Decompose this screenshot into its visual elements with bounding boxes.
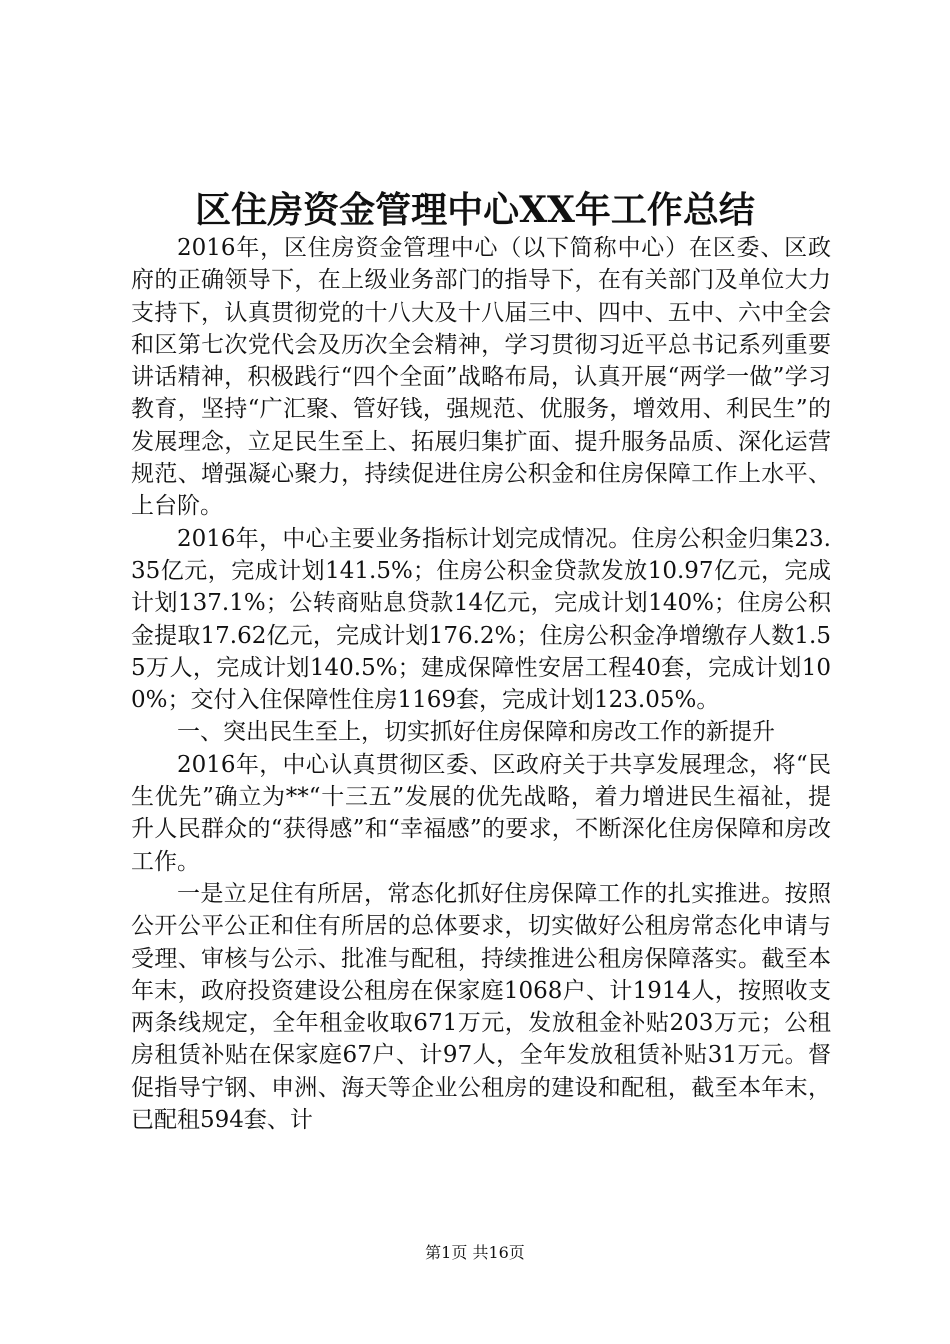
section-heading-1: 一、突出民生至上，切实抓好住房保障和房改工作的新提升 xyxy=(177,719,775,746)
paragraph-housing-security: 一是立足住有所居，常态化抓好住房保障工作的扎实推进。按照公开公平公正和住有所居的总体要求，切实做好公租房常态化申请与受理、审核与公示、批准与配租，持续推进公租房保障落实。截至本年末，政府投资建设公租房在保家庭1068户、计1914人，按照收支两条线规定，全年租金收取671万元，发放租金补贴203万元；公租房租赁补贴在保家庭67户、计97人，全年发放租赁补贴31万元。督促指导宁钢、申洲、海天等企业公租房的建设和配租，截至本年末，已配租594套、计 xyxy=(131,880,831,1134)
document-title: 区住房资金管理中心XX年工作总结 xyxy=(195,189,755,231)
paragraph-indicators: 2016年，中心主要业务指标计划完成情况。住房公积金归集23.35亿元，完成计划141.5%；住房公积金贷款发放10.97亿元，完成计划137.1%；公转商贴息贷款14亿元，完成计划140%；住房公积金提取17.62亿元，完成计划176.2%；住房公积金净增缴存人数1.55万人，完成计划140.5%；建成保障性安居工程40套，完成计划100%；交付入住保障性住房1169套，完成计划123.05%。 xyxy=(131,525,831,714)
paragraph-intro: 2016年，区住房资金管理中心（以下简称中心）在区委、区政府的正确领导下，在上级业务部门的指导下，在有关部门及单位大力支持下，认真贯彻党的十八大及十八届三中、四中、五中、六中全会和区第七次党代会及历次全会精神，学习贯彻习近平总书记系列重要讲话精神，积极践行“四个全面”战略布局，认真开展“两学一做”学习教育，坚持“广汇聚、管好钱，强规范、优服务，增效用、利民生”的发展理念，立足民生至上、拓展归集扩面、提升服务品质、深化运营规范、增强凝心聚力，持续促进住房公积金和住房保障工作上水平、上台阶。 xyxy=(131,235,831,520)
document-body xyxy=(131,232,831,1136)
paragraph-section-1-intro: 2016年，中心认真贯彻区委、区政府关于共享发展理念，将“民生优先”确立为**“十三五”发展的优先战略，着力增进民生福祉，提升人民群众的“获得感”和“幸福感”的要求，不断深化住房保障和房改工作。 xyxy=(131,751,831,875)
page-footer: 第1页 共16页 xyxy=(425,1243,525,1262)
